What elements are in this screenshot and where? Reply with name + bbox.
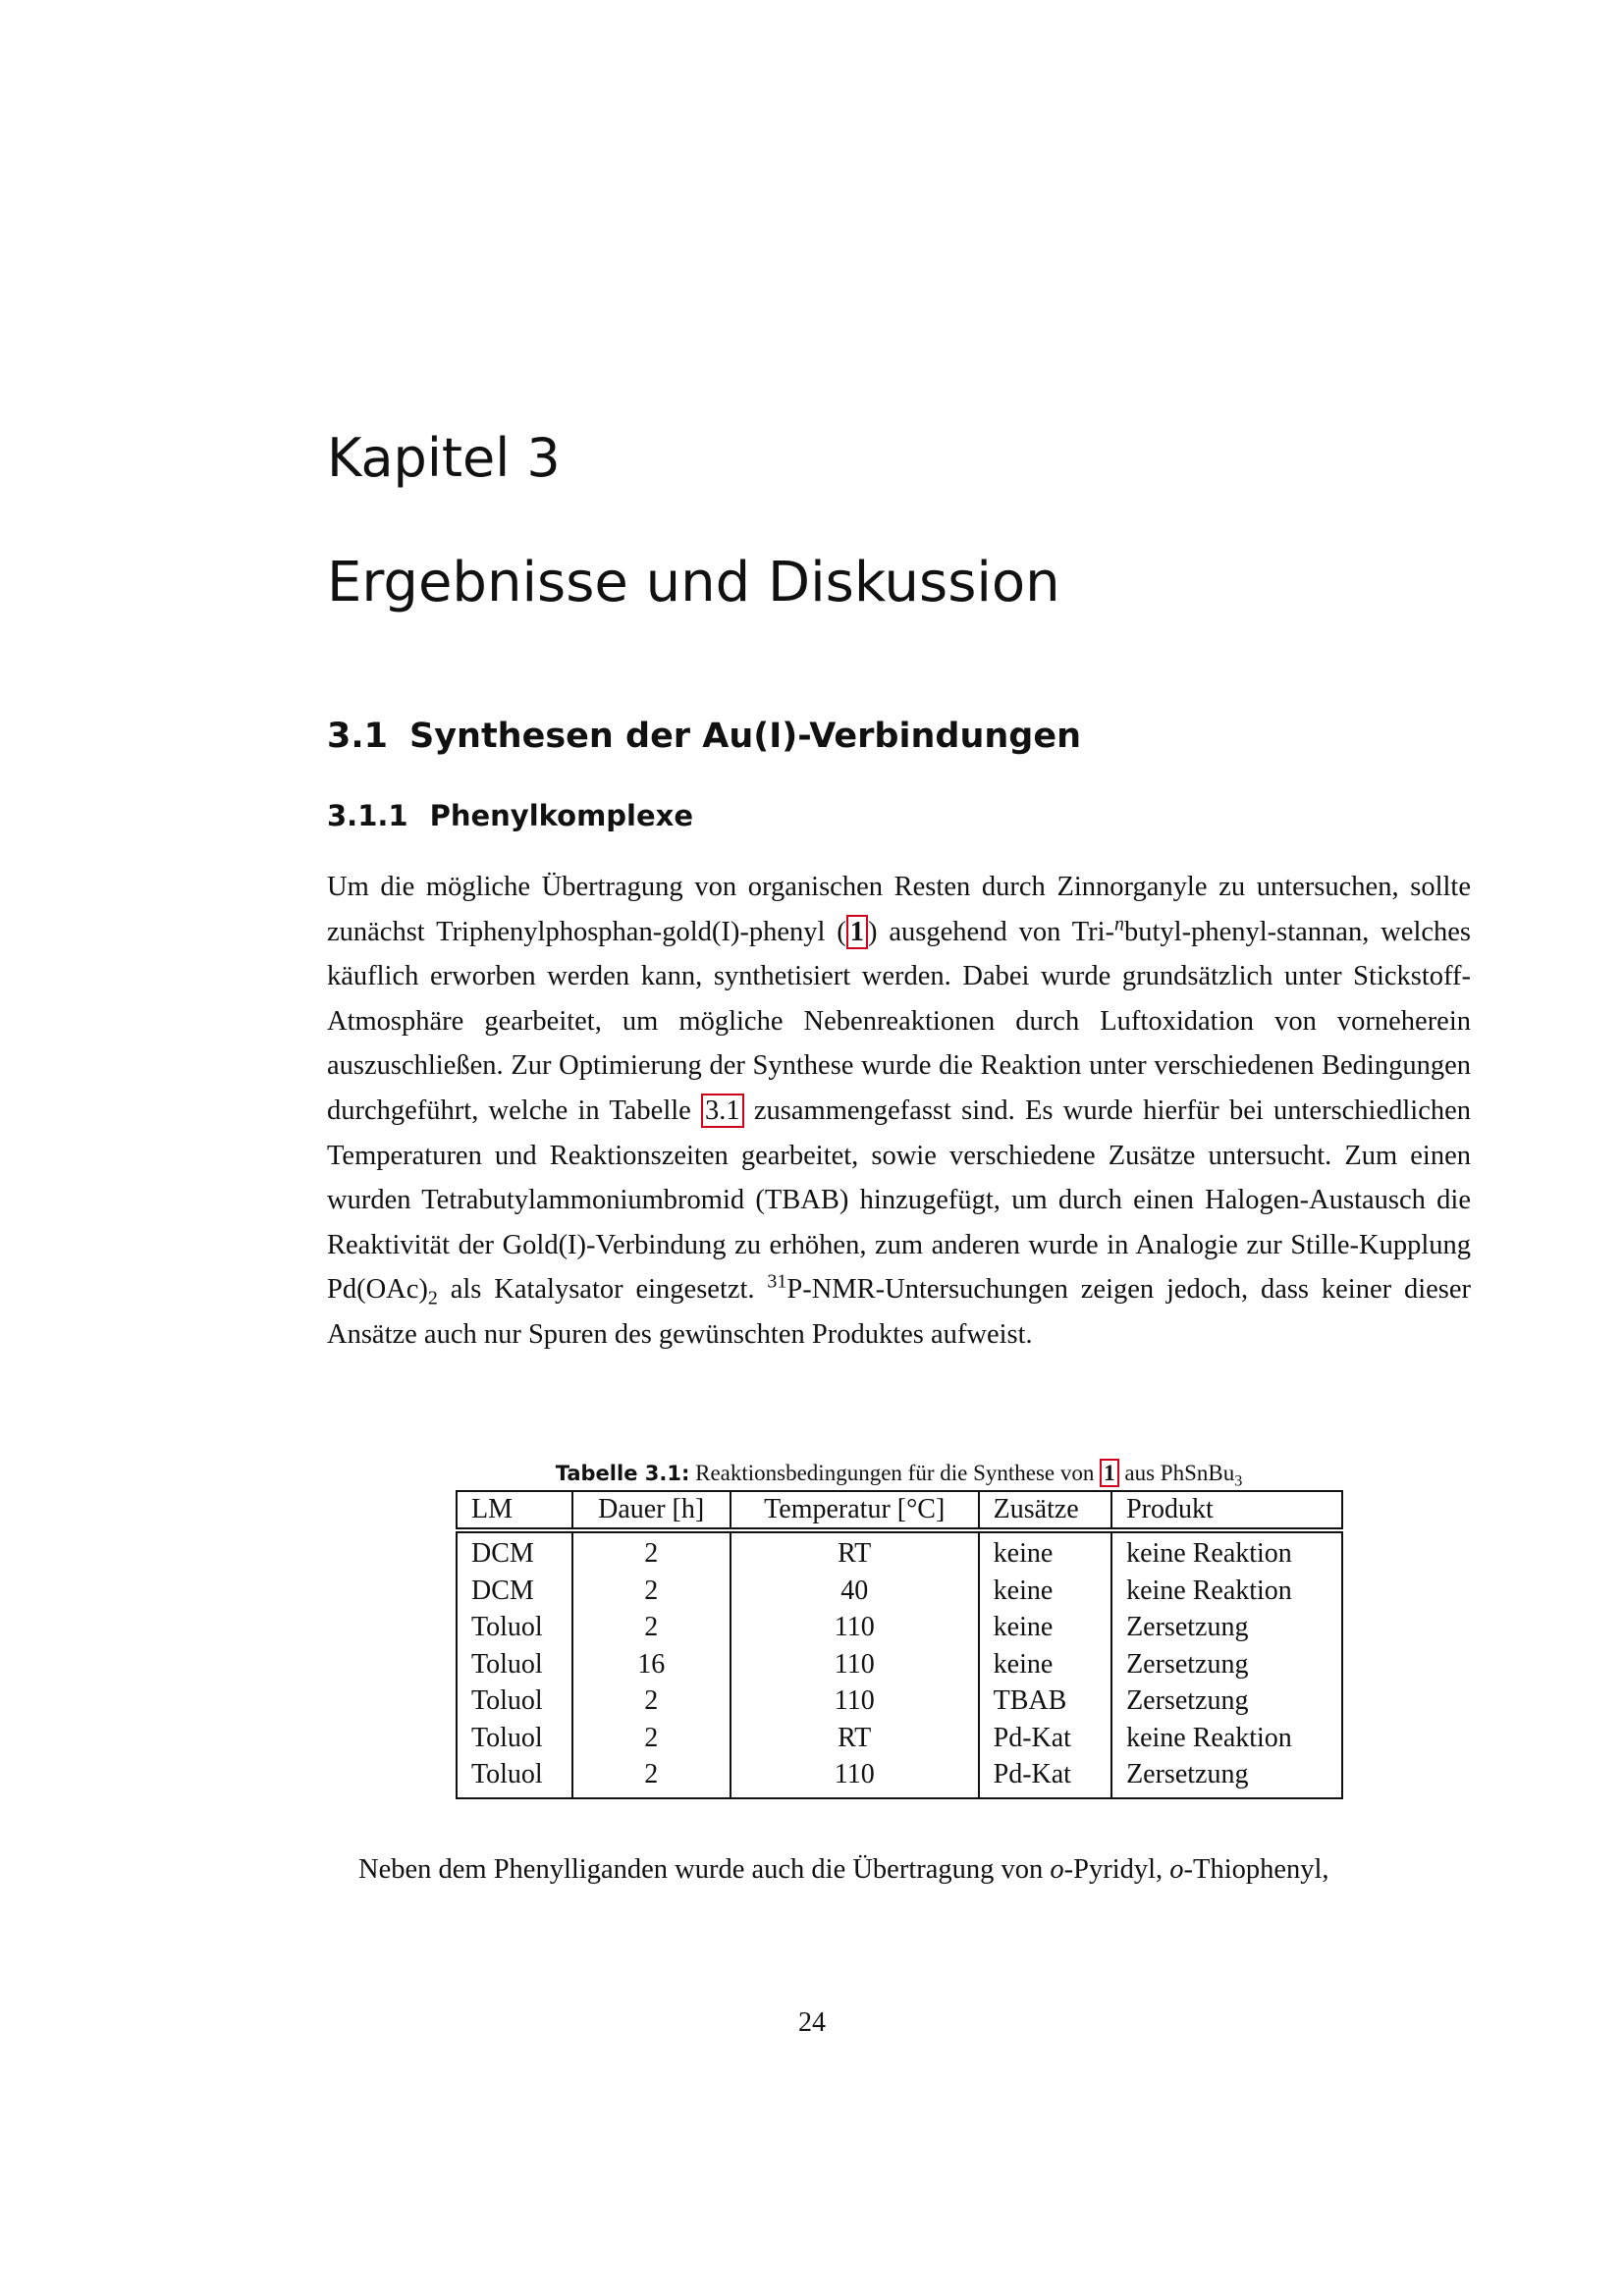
next-paragraph xyxy=(358,1847,1471,1893)
cell-temperatur: 110 xyxy=(731,1646,979,1683)
paragraph-text: ) ausgehend von Tri- xyxy=(868,916,1115,947)
paragraph-text: als Katalysator eingesetzt. xyxy=(437,1274,768,1306)
paragraph-text: butyl-phenyl-stannan, welches käuflich erworben werden kann, synthetisiert werden. Dabei wurde grundsätzlich unter Stickstoff-Atmosphäre gearbeitet, um mögliche Nebenreaktionen durch Luftoxidation von vorneherein auszuschließen. Zur Optimierung der Synthese wurde die Reaktion unter verschiedenen Bedingungen durchgeführt, welche in Tabelle xyxy=(327,916,1471,1126)
cell-zusaetze: Pd-Kat xyxy=(979,1756,1111,1798)
paragraph-text: P-NMR-Untersuchungen zeigen jedoch, dass keiner dieser Ansätze auch nur Spuren des gewünschten Produktes aufweist. xyxy=(327,1274,1471,1350)
caption-text: aus PhSnBu xyxy=(1118,1461,1235,1485)
paragraph-text: -Pyridyl, xyxy=(1063,1854,1170,1885)
reaction-conditions-table xyxy=(456,1490,1343,1799)
cell-lm: Toluol xyxy=(457,1720,572,1757)
table-row xyxy=(457,1646,1342,1683)
cell-temperatur: 110 xyxy=(731,1756,979,1798)
subsection-heading xyxy=(327,799,694,832)
cell-lm: DCM xyxy=(457,1573,572,1610)
cell-produkt: keine Reaktion xyxy=(1111,1720,1342,1757)
cell-dauer: 2 xyxy=(572,1609,731,1646)
cell-temperatur: RT xyxy=(731,1530,979,1573)
cell-produkt: Zersetzung xyxy=(1111,1682,1342,1720)
header-zusaetze: Zusätze xyxy=(979,1491,1111,1530)
compound-ref-link[interactable]: 1 xyxy=(846,915,868,949)
table-row xyxy=(457,1682,1342,1720)
body-paragraph xyxy=(327,865,1471,1358)
cell-lm: DCM xyxy=(457,1530,572,1573)
cell-produkt: Zersetzung xyxy=(1111,1756,1342,1798)
superscript-31: 31 xyxy=(767,1270,787,1293)
paragraph-text: zusammengefasst sind. Es wurde hierfür bei unterschiedlichen Temperaturen und Reaktionszeiten gearbeitet, sowie verschiedene Zusätze untersucht. Zum einen wurden Tetrabutylammoniumbromid (TBAB) hinzugefügt, um durch einen Halogen-Austausch die Reaktivität der Gold(I)-Verbindung zu erhöhen, zum anderen wurde in Analogie zur Stille-Kupplung Pd(OAc) xyxy=(327,1095,1472,1306)
caption-subscript: 3 xyxy=(1234,1472,1243,1490)
table-row xyxy=(457,1720,1342,1757)
cell-dauer: 16 xyxy=(572,1646,731,1683)
subscript-2: 2 xyxy=(427,1288,438,1310)
cell-temperatur: 110 xyxy=(731,1609,979,1646)
cell-zusaetze: TBAB xyxy=(979,1682,1111,1720)
page-number: 24 xyxy=(798,2007,826,2038)
cell-dauer: 2 xyxy=(572,1756,731,1798)
italic-o: o xyxy=(1169,1854,1184,1885)
cell-produkt: Zersetzung xyxy=(1111,1646,1342,1683)
paragraph-text: Um die mögliche Übertragung von organischen Resten durch Zinnorganyle zu untersuchen, sollte zunächst Triphenylphosphan-gold(I)-phenyl ( xyxy=(327,872,1471,947)
caption-compound-ref-link[interactable]: 1 xyxy=(1100,1459,1119,1487)
table-header-row xyxy=(457,1491,1342,1530)
chapter-label: Kapitel 3 xyxy=(327,427,561,489)
cell-temperatur: RT xyxy=(731,1720,979,1757)
paragraph-text: Neben dem Phenylliganden wurde auch die Übertragung von xyxy=(358,1854,1051,1885)
cell-lm: Toluol xyxy=(457,1609,572,1646)
table-row xyxy=(457,1609,1342,1646)
cell-zusaetze: keine xyxy=(979,1530,1111,1573)
subsection-number: 3.1.1 xyxy=(327,799,408,832)
chapter-title: Ergebnisse und Diskussion xyxy=(327,551,1060,614)
cell-produkt: keine Reaktion xyxy=(1111,1530,1342,1573)
italic-o: o xyxy=(1050,1854,1064,1885)
cell-zusaetze: keine xyxy=(979,1646,1111,1683)
cell-lm: Toluol xyxy=(457,1682,572,1720)
section-heading xyxy=(327,717,1081,756)
cell-lm: Toluol xyxy=(457,1646,572,1683)
header-dauer: Dauer [h] xyxy=(572,1491,731,1530)
header-lm: LM xyxy=(457,1491,572,1530)
table-row xyxy=(457,1573,1342,1610)
cell-produkt: keine Reaktion xyxy=(1111,1573,1342,1610)
cell-temperatur: 40 xyxy=(731,1573,979,1610)
paragraph-text: -Thiophenyl, xyxy=(1183,1854,1329,1885)
section-number: 3.1 xyxy=(327,717,389,756)
cell-zusaetze: keine xyxy=(979,1609,1111,1646)
header-temperatur: Temperatur [°C] xyxy=(731,1491,979,1530)
cell-lm: Toluol xyxy=(457,1756,572,1798)
cell-zusaetze: keine xyxy=(979,1573,1111,1610)
cell-zusaetze: Pd-Kat xyxy=(979,1720,1111,1757)
cell-dauer: 2 xyxy=(572,1573,731,1610)
cell-produkt: Zersetzung xyxy=(1111,1609,1342,1646)
table-caption xyxy=(327,1461,1471,1490)
table-row xyxy=(457,1530,1342,1573)
table-ref-link[interactable]: 3.1 xyxy=(701,1094,744,1128)
cell-dauer: 2 xyxy=(572,1530,731,1573)
header-produkt: Produkt xyxy=(1111,1491,1342,1530)
cell-temperatur: 110 xyxy=(731,1682,979,1720)
caption-label: Tabelle 3.1: xyxy=(555,1462,690,1485)
subsection-title: Phenylkomplexe xyxy=(429,799,694,832)
cell-dauer: 2 xyxy=(572,1682,731,1720)
cell-dauer: 2 xyxy=(572,1720,731,1757)
caption-text: Reaktionsbedingungen für die Synthese von xyxy=(689,1461,1101,1485)
section-title: Synthesen der Au(I)-Verbindungen xyxy=(409,717,1081,756)
table-row xyxy=(457,1756,1342,1798)
superscript-n: n xyxy=(1114,913,1124,935)
